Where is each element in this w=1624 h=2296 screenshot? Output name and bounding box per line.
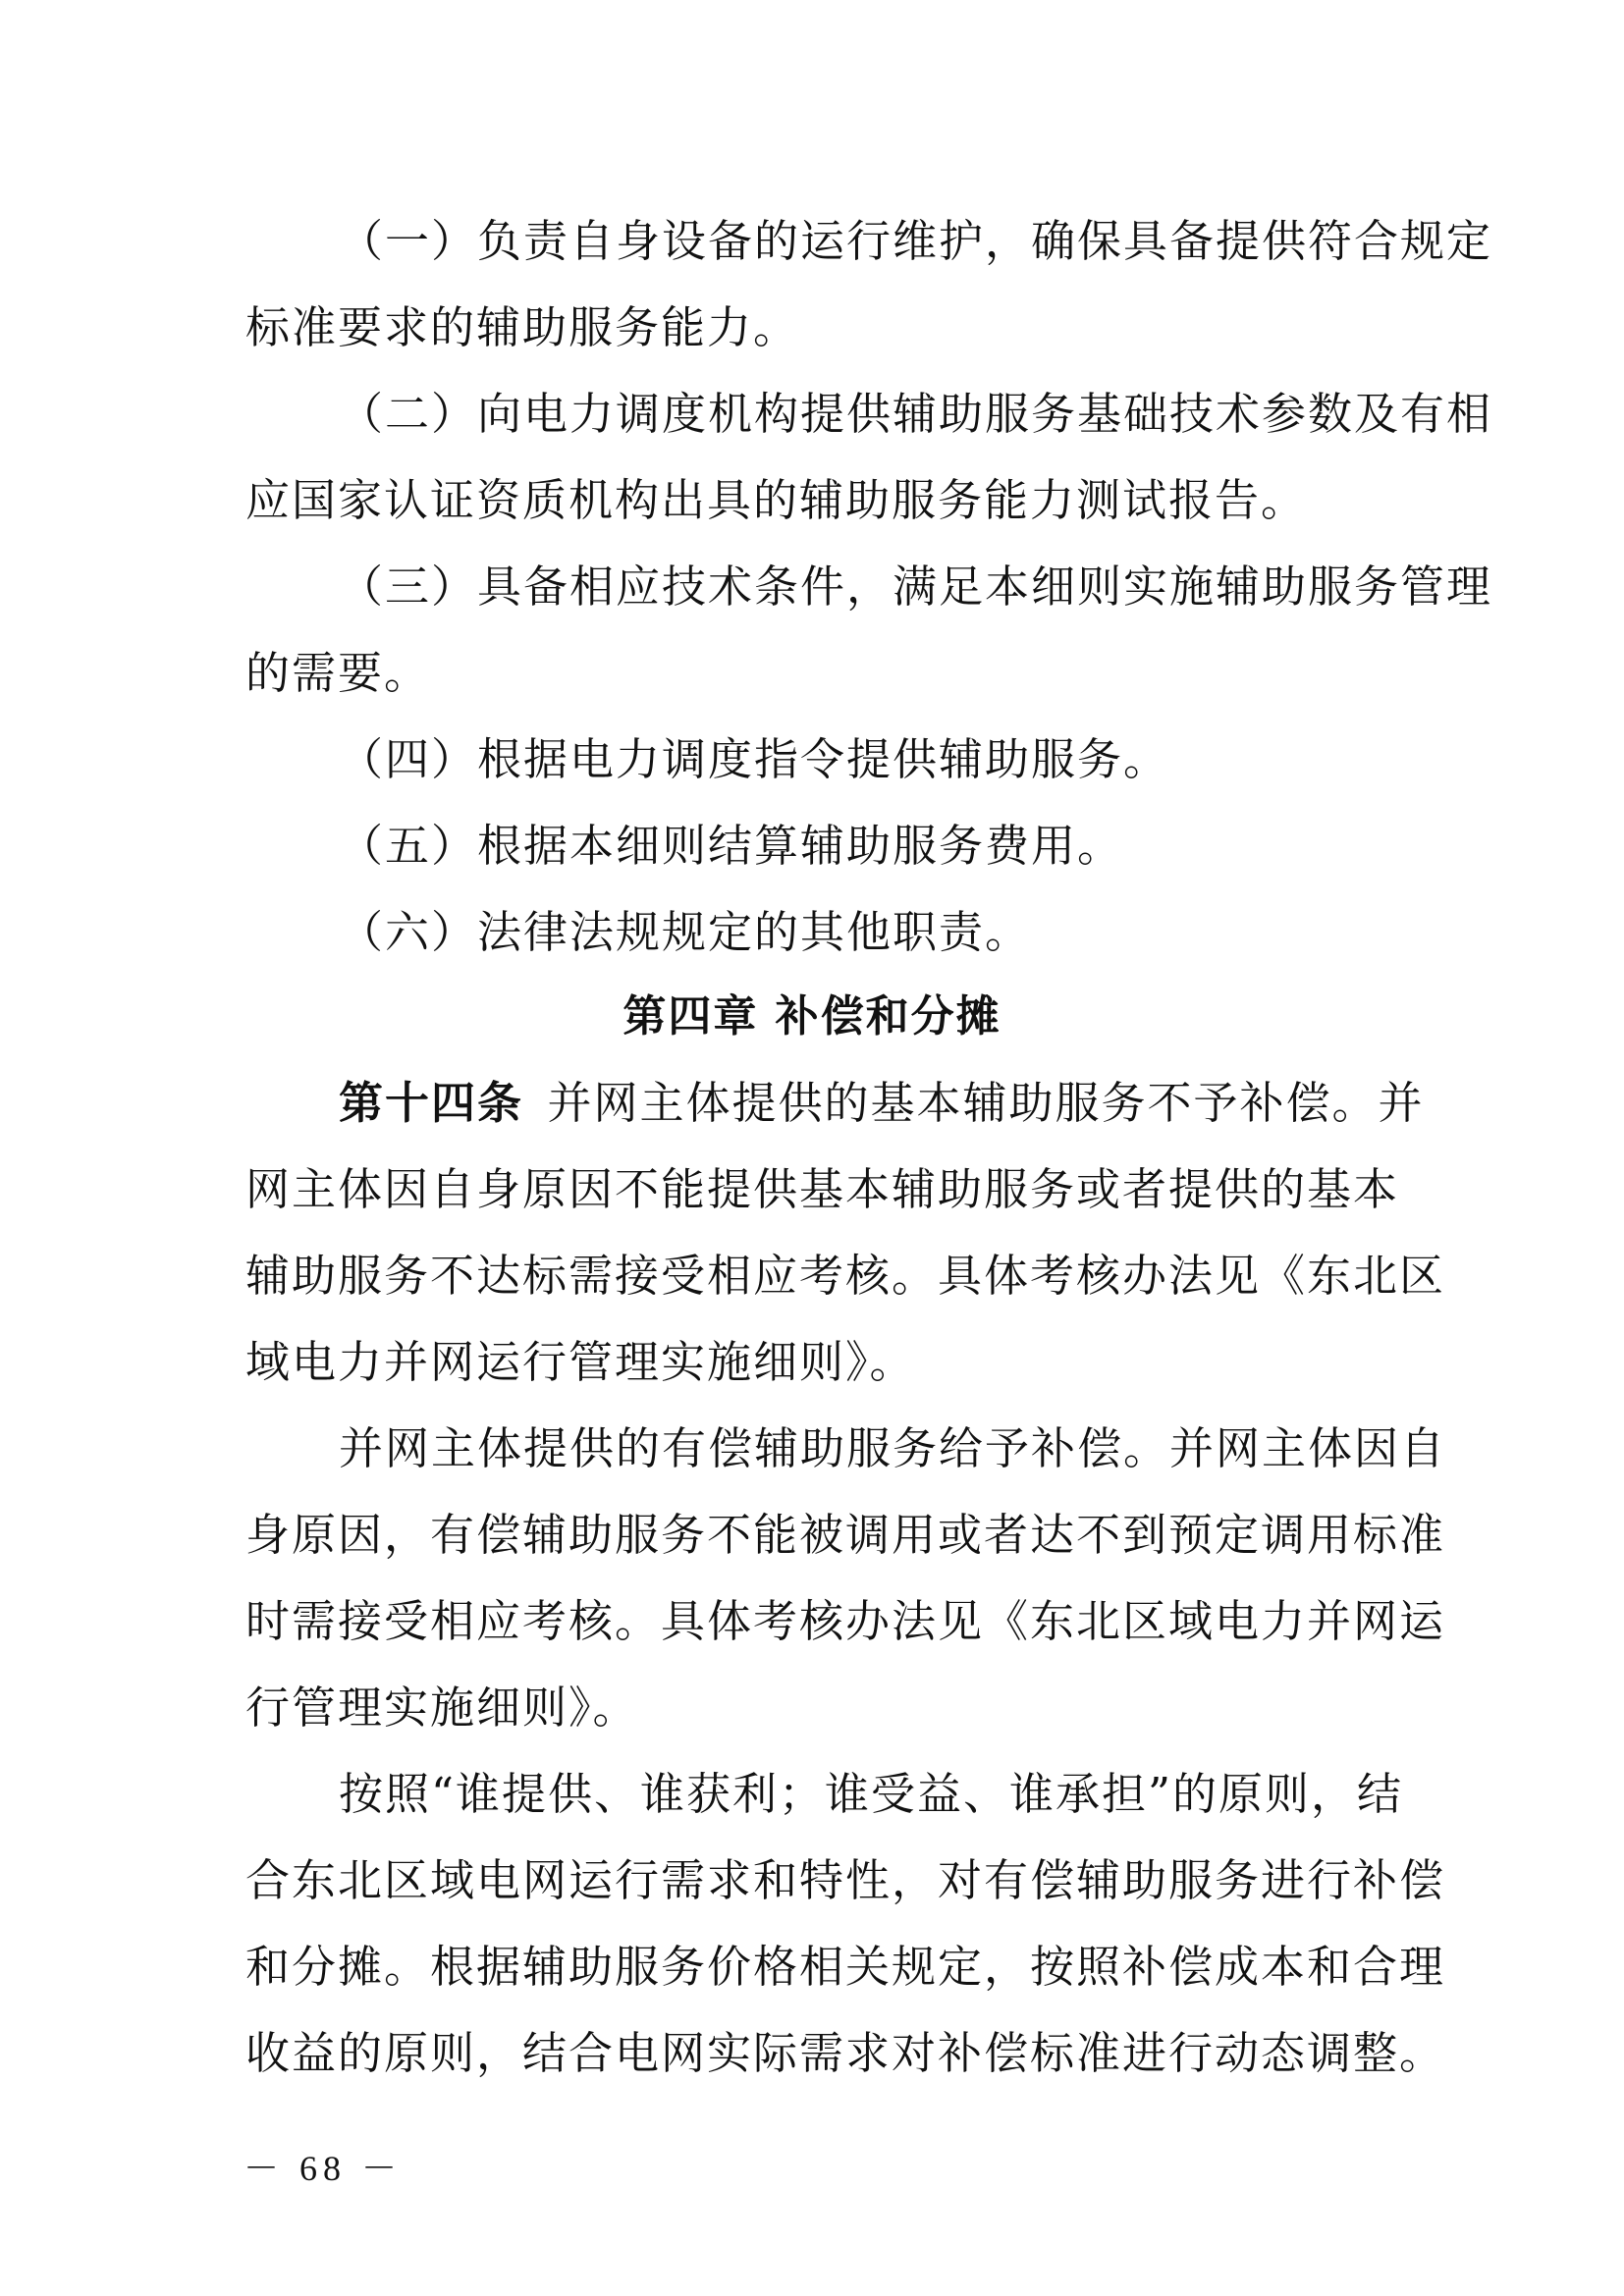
- para-2-line-1: 并网主体提供的有偿辅助服务给予补偿。并网主体因自: [339, 1422, 1447, 1474]
- article-14-line-2: 网主体因自身原因不能提供基本辅助服务或者提供的基本: [245, 1163, 1400, 1215]
- item-3-line-1: （三）具备相应技术条件，满足本细则实施辅助服务管理: [339, 561, 1493, 613]
- para-2-line-2: 身原因，有偿辅助服务不能被调用或者达不到预定调用标准: [245, 1509, 1446, 1561]
- para-3-line-3: 和分摊。根据辅助服务价格相关规定，按照补偿成本和合理: [245, 1941, 1446, 1993]
- item-2-line-1: （二）向电力调度机构提供辅助服务基础技术参数及有相: [339, 388, 1493, 440]
- item-2-line-2: 应国家认证资质机构出具的辅助服务能力测试报告。: [245, 474, 1308, 526]
- article-14-text-1: 并网主体提供的基本辅助服务不予补偿。并: [547, 1077, 1425, 1129]
- para-3-line-1: 按照“谁提供、谁获利；谁受益、谁承担”的原则，结: [339, 1768, 1404, 1820]
- article-14-line-3: 辅助服务不达标需接受相应考核。具体考核办法见《东北区: [245, 1250, 1446, 1302]
- item-3-line-2: 的需要。: [245, 647, 431, 699]
- para-3-line-2: 合东北区域电网运行需求和特性，对有偿辅助服务进行补偿: [245, 1854, 1446, 1906]
- item-1-line-1: （一）负责自身设备的运行维护，确保具备提供符合规定: [339, 215, 1493, 267]
- chapter-title: 第四章 补偿和分摊: [623, 991, 1001, 1041]
- page-number: － 68 －: [244, 2149, 404, 2188]
- para-2-line-4: 行管理实施细则》。: [245, 1682, 639, 1734]
- item-6: （六）法律法规规定的其他职责。: [339, 906, 1032, 958]
- item-5: （五）根据本细则结算辅助服务费用。: [339, 820, 1124, 872]
- para-2-line-3: 时需接受相应考核。具体考核办法见《东北区域电力并网运: [245, 1595, 1446, 1647]
- item-1-line-2: 标准要求的辅助服务能力。: [245, 301, 800, 353]
- article-14-line-1: [339, 1074, 1425, 1133]
- article-label: 第十四条: [339, 1077, 524, 1129]
- article-14-line-4: 域电力并网运行管理实施细则》。: [245, 1336, 916, 1388]
- item-4: （四）根据电力调度指令提供辅助服务。: [339, 733, 1170, 785]
- para-3-line-4: 收益的原则，结合电网实际需求对补偿标准进行动态调整。: [245, 2027, 1446, 2079]
